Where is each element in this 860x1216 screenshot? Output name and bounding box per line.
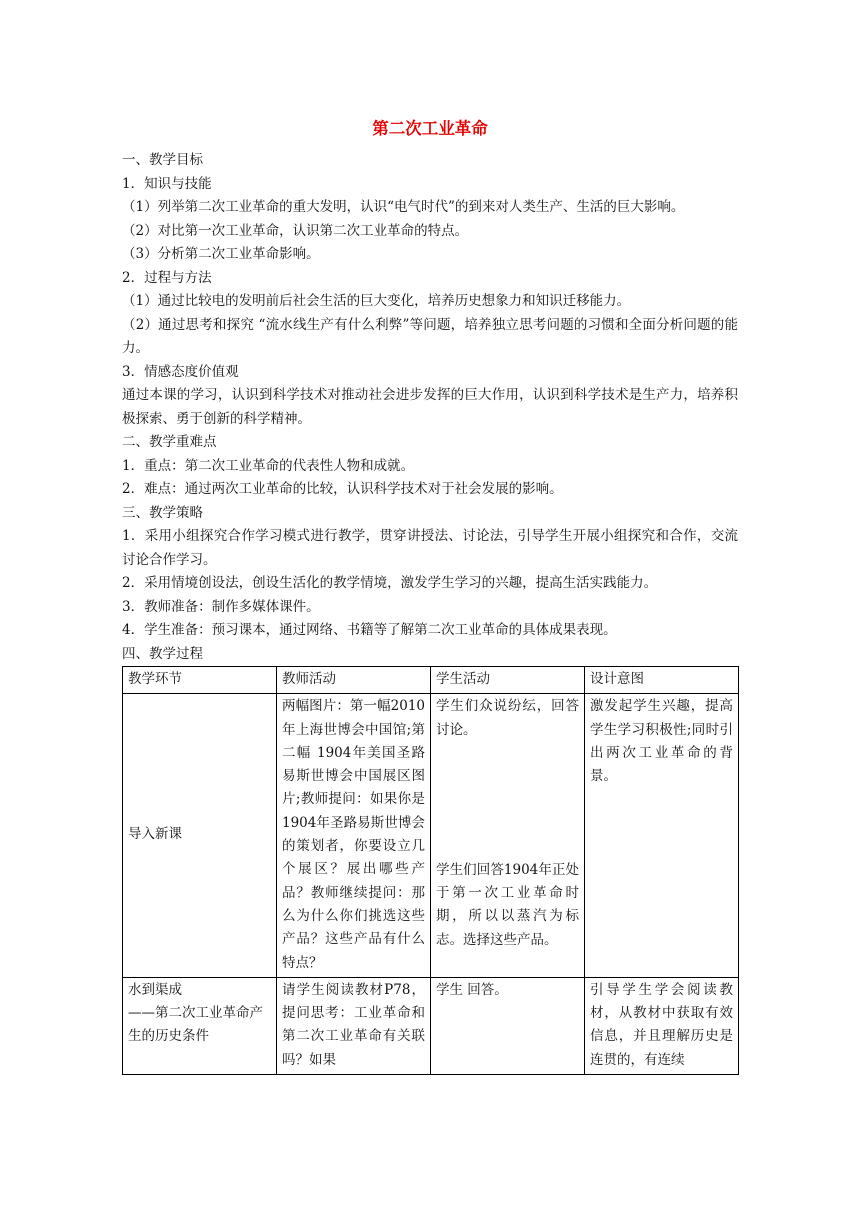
student-activity-text: 学生们众说纷纭，回答讨论。 <box>436 698 579 738</box>
heading-key-difficult-points: 二、教学重难点 <box>122 434 217 450</box>
strategy-item: 3．教师准备：制作多媒体课件。 <box>122 598 320 615</box>
heading-teaching-strategy: 三、教学策略 <box>122 504 203 521</box>
subheading-process-methods: 2．过程与方法 <box>122 269 212 286</box>
strategy-item: 2．采用情境创设法，创设生活化的教学情境，激发学生学习的兴趣，提高生活实践能力。 <box>122 575 658 591</box>
strategy-item: 4．学生准备：预习课本，通过网络、书籍等了解第二次工业革命的具体成果表现。 <box>122 622 617 638</box>
stage-subtitle: ——第二次工业革命产生的历史条件 <box>128 1005 263 1045</box>
table-row <box>123 977 739 1074</box>
goal-item: （3）分析第二次工业革命影响。 <box>122 246 320 262</box>
table-header-row <box>123 667 739 694</box>
header-stage: 教学环节 <box>123 667 277 694</box>
cell-stage: 导入新课 <box>123 694 277 978</box>
goal-item: （1）通过比较电的发明前后社会生活的巨大变化，培养历史想象力和知识迁移能力。 <box>122 293 631 309</box>
cell-student-activity <box>431 694 585 978</box>
subheading-knowledge-skills: 1．知识与技能 <box>122 175 212 192</box>
document-title: 第二次工业革命 <box>372 119 488 138</box>
difficult-point-item: 2．难点：通过两次工业革命的比较，认识科学技术对于社会发展的影响。 <box>122 481 563 497</box>
section-key-points <box>122 431 738 502</box>
cell-student-activity: 学生 回答。 <box>431 977 585 1074</box>
cell-teacher-activity: 两幅图片：第一幅2010年上海世博会中国馆;第二幅 1904年美国圣路易斯世博会中国展区图片;教师提问：如果你是1904年圣路易斯世博会的策划者，你要设立几个展区？展出哪些产品？教师继续提问：那么为什么你们挑选这些产品？这些产品有什么特点？ <box>277 694 431 978</box>
table-row <box>123 694 739 978</box>
cell-design-intent: 引导学生学会阅读教材，从教材中获取有效信息，并且理解历史是连贯的，有连续 <box>585 977 739 1074</box>
goal-item: （2）通过思考和探究 “流水线生产有什么利弊”等问题，培养独立思考问题的习惯和全面分析问题的能力。 <box>122 316 738 356</box>
cell-teacher-activity: 请学生阅读教材P78，提问思考：工业革命和第二次工业革命有关联吗？如果 <box>277 977 431 1074</box>
header-design-intent: 设计意图 <box>585 667 739 694</box>
strategy-item: 1．采用小组探究合作学习模式进行教学，贯穿讲授法、讨论法，引导学生开展小组探究和合作，交流讨论合作学习。 <box>122 528 738 568</box>
cell-design-intent: 激发起学生兴趣，提高学生学习积极性;同时引出两次工业革命的背景。 <box>585 694 739 978</box>
heading-teaching-process: 四、教学过程 <box>122 645 203 662</box>
document-page <box>122 118 738 1075</box>
goal-item: （1）列举第二次工业革命的重大发明，认识“电气时代”的到来对人类生产、生活的巨大影响。 <box>122 199 685 215</box>
key-point-item: 1．重点：第二次工业革命的代表性人物和成就。 <box>122 457 415 474</box>
goal-paragraph: 通过本课的学习，认识到科学技术对推动社会进步发挥的巨大作用，认识到科学技术是生产力，培养积极探索、勇于创新的科学精神。 <box>122 387 738 427</box>
teaching-process-table <box>122 666 739 1075</box>
heading-teaching-goals: 一、教学目标 <box>122 152 203 168</box>
subheading-emotion-values: 3．情感态度价值观 <box>122 363 239 380</box>
section-strategy <box>122 502 738 643</box>
cell-stage <box>123 977 277 1074</box>
goal-item: （2）对比第一次工业革命，认识第二次工业革命的特点。 <box>122 222 469 239</box>
header-student-activity: 学生活动 <box>431 667 585 694</box>
section-goals <box>122 149 738 431</box>
student-activity-text: 学生们回答1904年正处于第一次工业革命时期，所以以蒸汽为标志。选择这些产品。 <box>436 861 579 948</box>
stage-title: 水到渠成 <box>128 981 182 998</box>
header-teacher-activity: 教师活动 <box>277 667 431 694</box>
